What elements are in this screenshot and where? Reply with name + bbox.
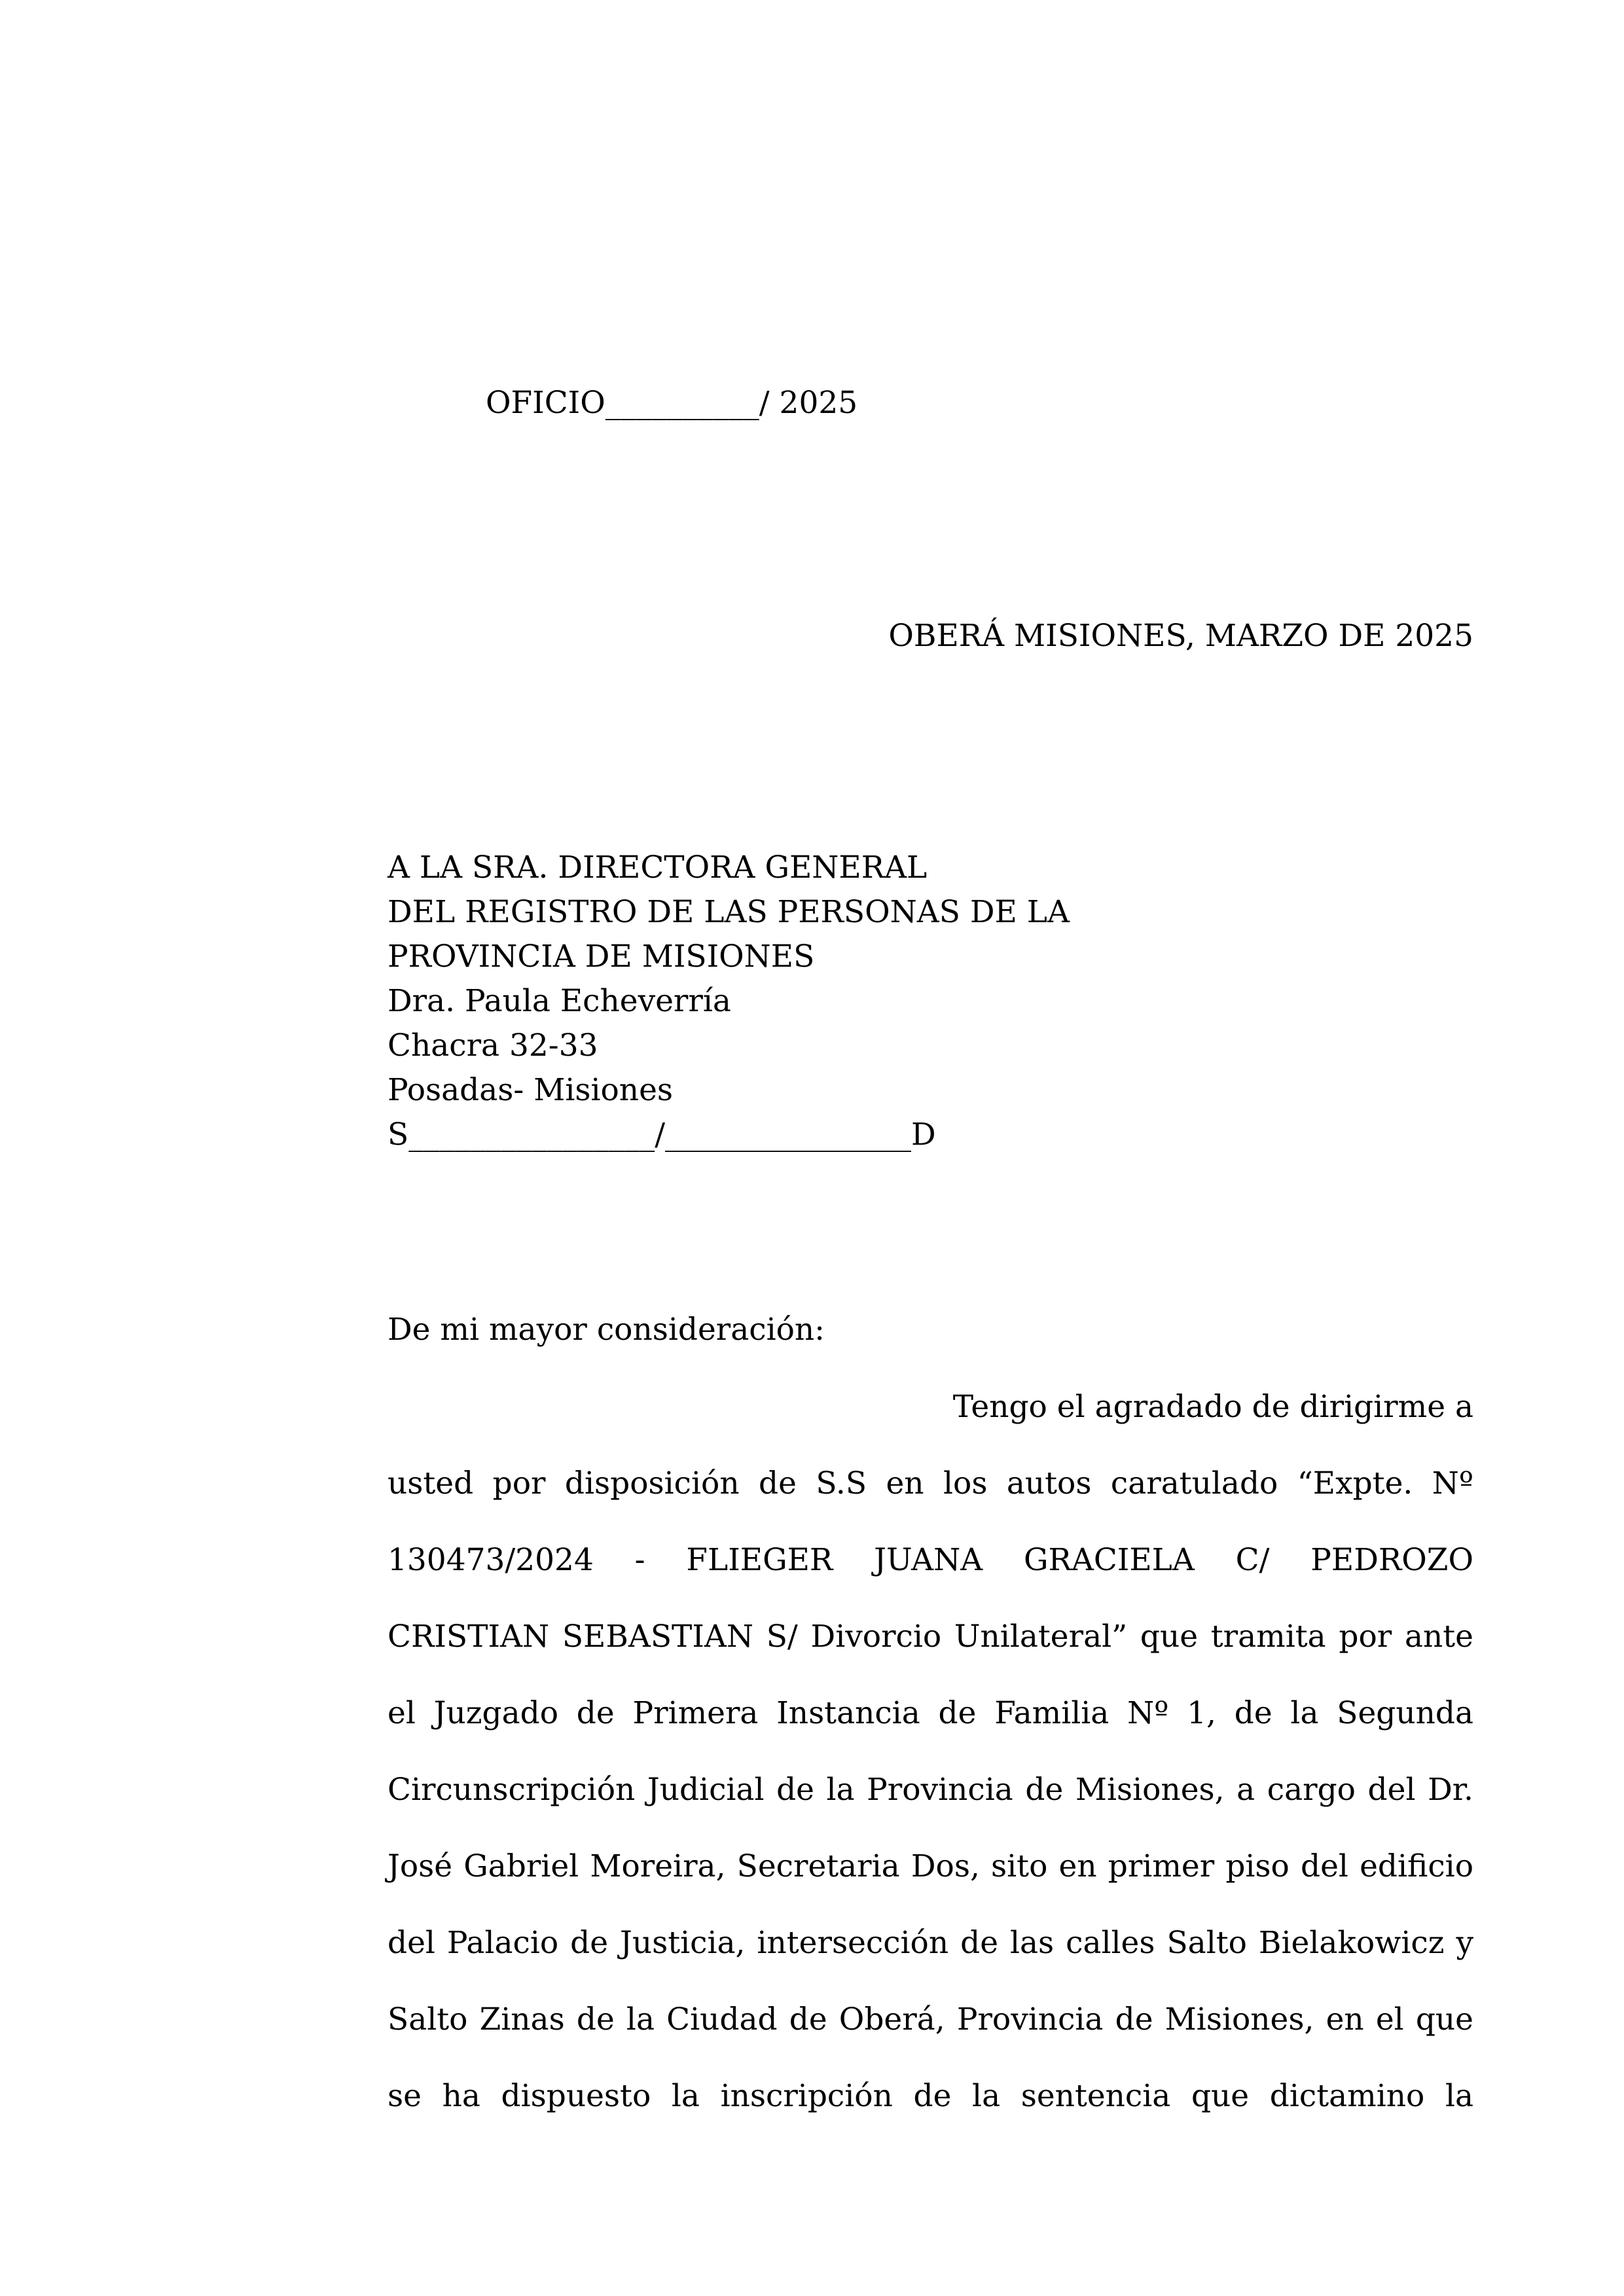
body-line: Tengo el agradado de dirigirme a [952, 1389, 1473, 1425]
recipient-line-sd: S________________/________________D [388, 1117, 936, 1153]
recipient-line-address: Chacra 32-33 [388, 1028, 598, 1064]
date-line: OBERÁ MISIONES, MARZO DE 2025 [888, 618, 1473, 654]
body-line: Circunscripción Judicial de la Provincia de Misiones, a cargo del Dr. [388, 1772, 1473, 1808]
body-line: CRISTIAN SEBASTIAN S/ Divorcio Unilateral” que tramita por ante [388, 1619, 1473, 1655]
recipient-line-name: Dra. Paula Echeverría [388, 983, 731, 1019]
body-line: 130473/2024 - FLIEGER JUANA GRACIELA C/ PEDROZO [388, 1542, 1473, 1578]
recipient-line-title: A LA SRA. DIRECTORA GENERAL [388, 850, 928, 886]
recipient-block [388, 846, 1070, 1157]
body-line: el Juzgado de Primera Instancia de Familia Nº 1, de la Segunda [388, 1695, 1473, 1731]
oficio-number-line: OFICIO__________/ 2025 [486, 385, 858, 421]
body-line: Salto Zinas de la Ciudad de Oberá, Provincia de Misiones, en el que [388, 2001, 1473, 2037]
body-paragraph [388, 1385, 1473, 2151]
recipient-line-city: Posadas- Misiones [388, 1072, 674, 1108]
body-line: José Gabriel Moreira, Secretaria Dos, sito en primer piso del edificio [388, 1848, 1473, 1884]
body-line: se ha dispuesto la inscripción de la sentencia que dictamino la [388, 2078, 1473, 2114]
salutation: De mi mayor consideración: [388, 1312, 825, 1348]
recipient-line-registry: DEL REGISTRO DE LAS PERSONAS DE LA [388, 894, 1070, 930]
recipient-line-province: PROVINCIA DE MISIONES [388, 939, 815, 975]
body-line: usted por disposición de S.S en los autos caratulado “Expte. Nº [388, 1465, 1473, 1501]
body-line: del Palacio de Justicia, intersección de las calles Salto Bielakowicz y [388, 1925, 1473, 1961]
